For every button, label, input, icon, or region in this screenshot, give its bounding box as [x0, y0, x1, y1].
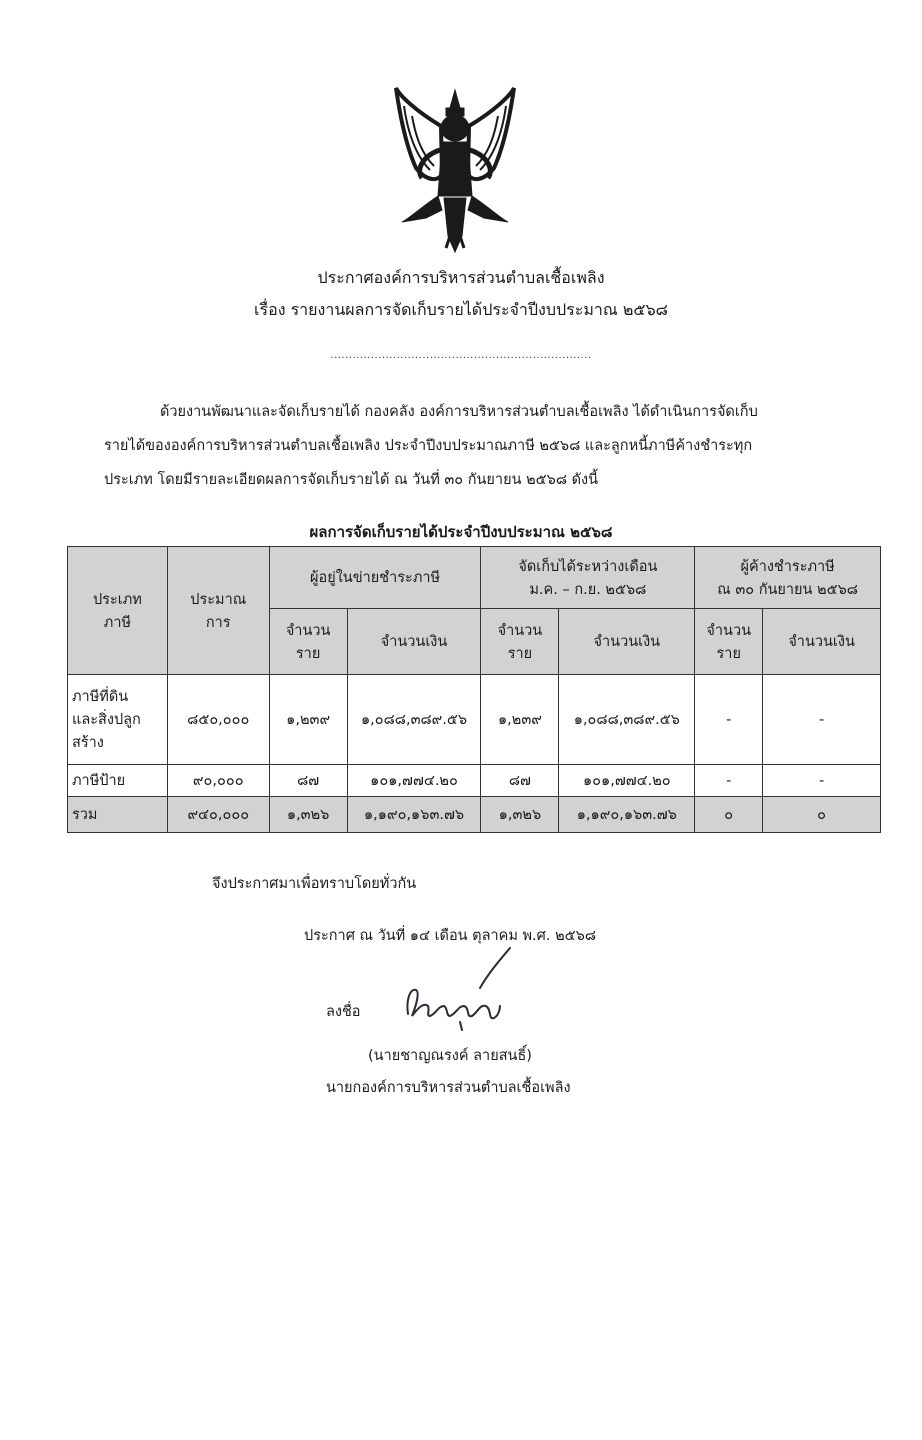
announcement-title: ประกาศองค์การบริหารส่วนตำบลเชื้อเพลิง	[317, 268, 605, 287]
header-count-line2: ราย	[716, 645, 741, 662]
header-count-line1: จำนวน	[706, 622, 752, 639]
table-total-row	[68, 797, 881, 833]
announcement-date: ประกาศ ณ วันที่ ๑๔ เดือน ตุลาคม พ.ศ. ๒๕๖๘	[304, 928, 597, 944]
total-system-count: ๑,๓๒๖	[269, 797, 347, 833]
row-collected-count: ๘๗	[481, 765, 559, 797]
row-estimate: ๘๕๐,๐๐๐	[167, 675, 269, 765]
total-outstanding-count: ๐	[695, 797, 763, 833]
total-system-amount: ๑,๑๙๐,๑๖๓.๗๖	[347, 797, 481, 833]
row-outstanding-amount: -	[763, 675, 881, 765]
row-system-count: ๘๗	[269, 765, 347, 797]
row-outstanding-amount: -	[763, 765, 881, 797]
row-system-amount: ๑,๐๘๘,๓๘๙.๕๖	[347, 675, 481, 765]
closing-announcement: จึงประกาศมาเพื่อทราบโดยทั่วกัน	[212, 876, 417, 892]
garuda-emblem	[386, 86, 524, 254]
signer-position: นายกองค์การบริหารส่วนตำบลเชื้อเพลิง	[326, 1080, 571, 1096]
header-collected-amount: จำนวนเงิน	[559, 609, 695, 675]
row-collected-amount: ๑๐๑,๗๗๔.๒๐	[559, 765, 695, 797]
header-count-line2: ราย	[295, 645, 321, 662]
header-outstanding-amount: จำนวนเงิน	[763, 609, 881, 675]
row-tax-name: ภาษีป้าย	[68, 765, 168, 797]
row-outstanding-count: -	[695, 675, 763, 765]
table-header-row-1	[68, 547, 881, 609]
row-system-count: ๑,๒๓๙	[269, 675, 347, 765]
total-outstanding-amount: ๐	[763, 797, 881, 833]
table-row	[68, 675, 881, 765]
header-tax-type-line2: ภาษี	[103, 614, 132, 631]
header-tax-type-line1: ประเภท	[92, 591, 142, 608]
total-label: รวม	[68, 797, 168, 833]
body-paragraph-line-2: รายได้ขององค์การบริหารส่วนตำบลเชื้อเพลิง ประจำปีงบประมาณภาษี ๒๕๖๘ และลูกหนี้ภาษีค้างชำระทุก	[104, 438, 753, 454]
row-tax-name-line1: ภาษีที่ดิน	[72, 689, 129, 705]
header-system-count	[269, 609, 347, 675]
total-estimate: ๙๔๐,๐๐๐	[167, 797, 269, 833]
body-paragraph-line-1: ด้วยงานพัฒนาและจัดเก็บรายได้ กองคลัง องค์การบริหารส่วนตำบลเชื้อเพลิง ได้ดำเนินการจัดเก็บ	[160, 404, 758, 420]
signer-name: (นายชาญณรงค์ ลายสนธิ์)	[368, 1048, 532, 1064]
table-title: ผลการจัดเก็บรายได้ประจำปีงบประมาณ ๒๕๖๘	[309, 523, 613, 541]
revenue-table	[67, 546, 881, 833]
row-tax-name	[68, 675, 168, 765]
header-in-system: ผู้อยู่ในข่ายชำระภาษี	[269, 547, 481, 609]
header-collected-line1: จัดเก็บได้ระหว่างเดือน	[518, 558, 658, 575]
row-tax-name-line3: สร้าง	[72, 735, 104, 751]
announcement-subject: เรื่อง รายงานผลการจัดเก็บรายได้ประจำปีงบประมาณ ๒๕๖๘	[254, 300, 668, 319]
row-tax-name-line2: และสิ่งปลูก	[72, 712, 141, 728]
header-collected	[481, 547, 695, 609]
total-collected-count: ๑,๓๒๖	[481, 797, 559, 833]
header-outstanding-count	[695, 609, 763, 675]
header-estimate-line1: ประมาณ	[190, 591, 247, 608]
sign-label: ลงชื่อ	[326, 1004, 361, 1020]
header-tax-type	[68, 547, 168, 675]
total-collected-amount: ๑,๑๙๐,๑๖๓.๗๖	[559, 797, 695, 833]
header-system-amount: จำนวนเงิน	[347, 609, 481, 675]
row-estimate: ๙๐,๐๐๐	[167, 765, 269, 797]
header-count-line1: จำนวน	[497, 622, 543, 639]
handwritten-signature	[400, 944, 520, 1044]
header-collected-line2: ม.ค. – ก.ย. ๒๕๖๘	[529, 581, 647, 598]
header-estimate-line2: การ	[205, 614, 231, 631]
row-system-amount: ๑๐๑,๗๗๔.๒๐	[347, 765, 481, 797]
title-separator: .......................................................................	[330, 350, 592, 361]
header-outstanding-line2: ณ ๓๐ กันยายน ๒๕๖๘	[717, 581, 858, 598]
header-estimate	[167, 547, 269, 675]
table-row	[68, 765, 881, 797]
header-outstanding-line1: ผู้ค้างชำระภาษี	[740, 558, 835, 575]
header-count-line2: ราย	[507, 645, 533, 662]
body-paragraph-line-3: ประเภท โดยมีรายละเอียดผลการจัดเก็บรายได้ ณ วันที่ ๓๐ กันยายน ๒๕๖๘ ดังนี้	[104, 472, 599, 488]
row-collected-amount: ๑,๐๘๘,๓๘๙.๕๖	[559, 675, 695, 765]
row-outstanding-count: -	[695, 765, 763, 797]
header-collected-count	[481, 609, 559, 675]
row-collected-count: ๑,๒๓๙	[481, 675, 559, 765]
header-outstanding	[695, 547, 881, 609]
header-count-line1: จำนวน	[285, 622, 331, 639]
